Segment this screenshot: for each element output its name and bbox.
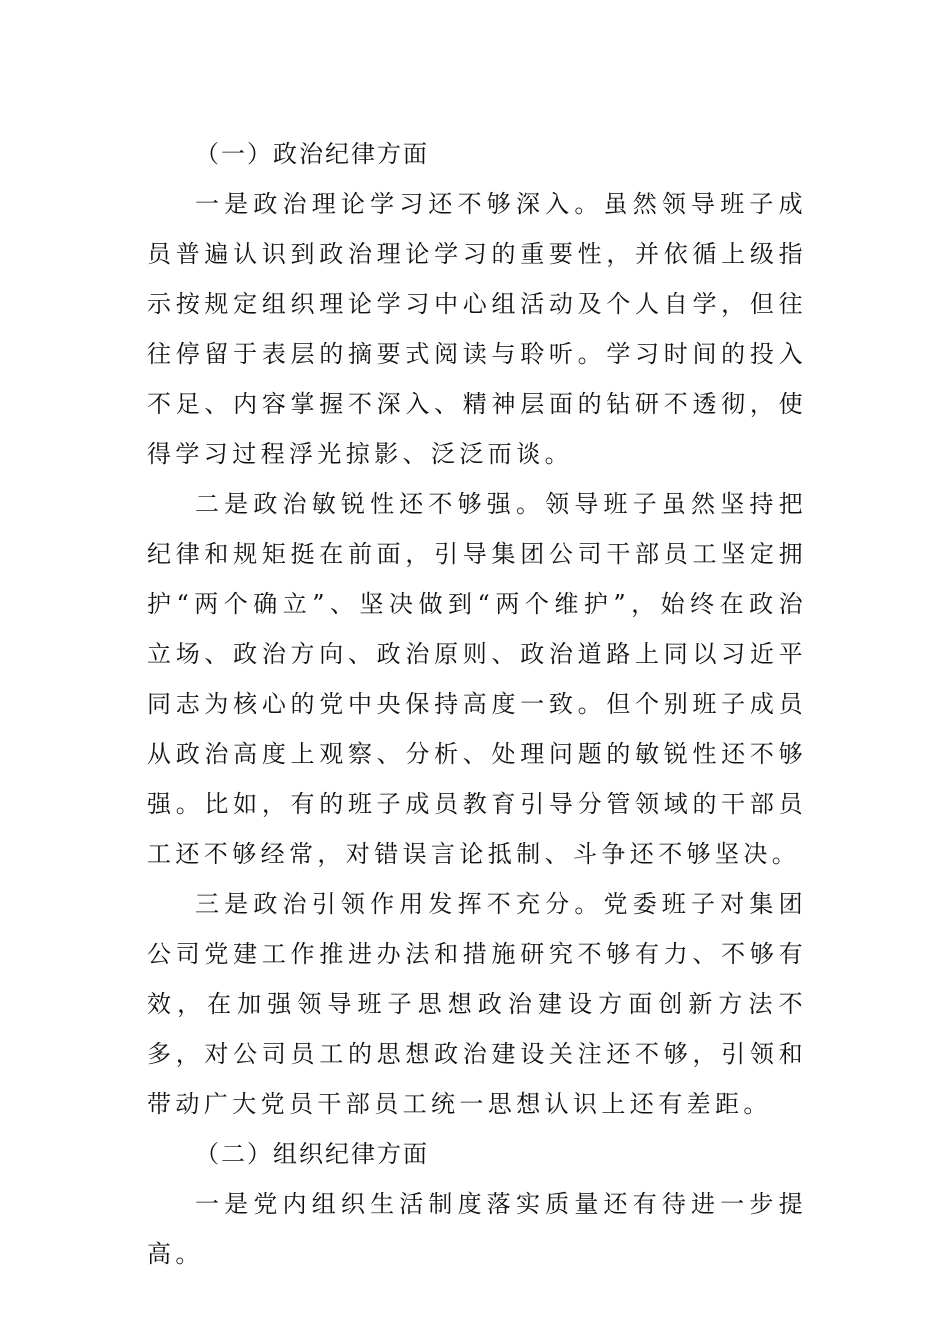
section-heading-organizational-discipline: （二）组织纪律方面	[195, 1140, 429, 1168]
paragraph-theory-study: 一是政治理论学习还不够深入。虽然领导班子成员普遍认识到政治理论学习的重要性，并依循上级指示按规定组织理论学习中心组活动及个人自学，但往往停留于表层的摘要式阅读与聆听。学习时间的投入不足、内容掌握不深入、精神层面的钻研不透彻，使得学习过程浮光掠影、泛泛而谈。	[147, 190, 807, 468]
paragraph-organizational-life: 一是党内组织生活制度落实质量还有待进一步提高。	[147, 1190, 807, 1268]
paragraph-political-leadership: 三是政治引领作用发挥不充分。党委班子对集团公司党建工作推进办法和措施研究不够有力、不够有效，在加强领导班子思想政治建设方面创新方法不多，对公司员工的思想政治建设关注还不够，引领和带动广大党员干部员工统一思想认识上还有差距。	[147, 890, 807, 1118]
paragraph-political-sensitivity: 二是政治敏锐性还不够强。领导班子虽然坚持把纪律和规矩挺在前面，引导集团公司干部员工坚定拥护“两个确立”、坚决做到“两个维护”，始终在政治立场、政治方向、政治原则、政治道路上同以习近平同志为核心的党中央保持高度一致。但个别班子成员从政治高度上观察、分析、处理问题的敏锐性还不够强。比如，有的班子成员教育引导分管领域的干部员工还不够经常，对错误言论抵制、斗争还不够坚决。	[147, 490, 807, 868]
section-heading-political-discipline: （一）政治纪律方面	[195, 140, 429, 168]
document-body	[147, 129, 807, 1279]
